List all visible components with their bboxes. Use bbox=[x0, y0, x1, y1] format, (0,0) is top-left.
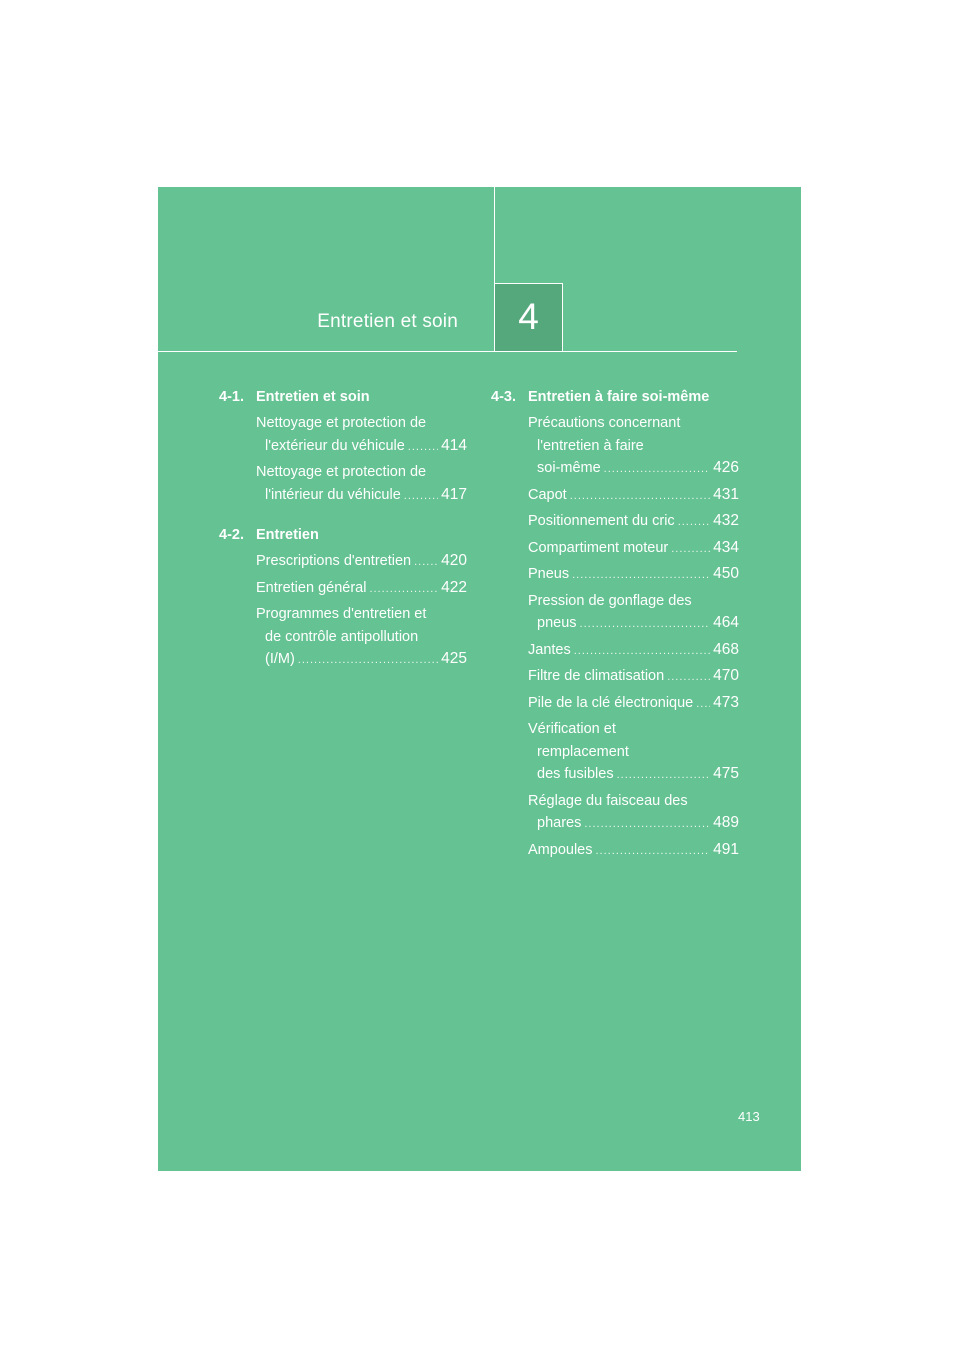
dot-leader bbox=[671, 538, 710, 561]
dot-leader bbox=[369, 578, 438, 601]
dot-leader bbox=[667, 666, 710, 689]
page-ref: 489 bbox=[713, 814, 739, 831]
page-ref: 432 bbox=[713, 512, 739, 529]
dot-leader bbox=[580, 613, 711, 636]
dot-leader bbox=[678, 511, 710, 534]
page-ref: 473 bbox=[713, 693, 739, 711]
page-ref: 475 bbox=[713, 765, 739, 782]
entry-text: Jantes bbox=[528, 641, 571, 658]
entry-line: de contrôle antipollution bbox=[265, 628, 419, 645]
entry-last-line bbox=[528, 692, 739, 716]
entry-line: Vérification et bbox=[528, 721, 616, 737]
entry-last-line bbox=[528, 484, 739, 508]
entry-last-line bbox=[528, 457, 739, 481]
entry-line: Pression de gonflage des bbox=[528, 592, 692, 609]
entry-last-line bbox=[528, 763, 739, 787]
entry-last-line bbox=[256, 435, 467, 459]
entry-text: phares bbox=[537, 815, 582, 831]
toc-entry[interactable] bbox=[528, 590, 739, 636]
toc-entry[interactable] bbox=[256, 550, 467, 574]
section-title: Entretien et soin bbox=[256, 389, 370, 405]
page-ref: 425 bbox=[441, 650, 467, 667]
entry-last-line bbox=[256, 648, 467, 672]
chapter-number-badge: 4 bbox=[495, 283, 563, 351]
dot-leader bbox=[298, 649, 438, 672]
entry-text: Capot bbox=[528, 486, 567, 503]
page-ref: 450 bbox=[713, 565, 739, 582]
entry-last-line bbox=[528, 612, 739, 636]
toc-entry[interactable] bbox=[256, 603, 467, 672]
entry-text: l'intérieur du véhicule bbox=[265, 486, 401, 503]
page-ref: 434 bbox=[713, 538, 739, 556]
toc-entry[interactable] bbox=[256, 412, 467, 458]
toc-entry[interactable] bbox=[528, 639, 739, 663]
page-ref: 426 bbox=[713, 459, 739, 476]
entry-text: pneus bbox=[537, 615, 577, 631]
toc-entry[interactable] bbox=[528, 510, 739, 534]
entry-text: Filtre de climatisation bbox=[528, 668, 665, 684]
section-number: 4-1. bbox=[219, 389, 244, 405]
entry-last-line bbox=[528, 563, 739, 587]
dot-leader bbox=[584, 813, 710, 836]
toc-entry[interactable] bbox=[528, 718, 739, 787]
entry-line: l'entretien à faire bbox=[537, 437, 644, 454]
header-divider-horizontal bbox=[158, 351, 737, 352]
page-number: 413 bbox=[738, 1109, 760, 1124]
dot-leader bbox=[404, 485, 438, 508]
section-title: Entretien à faire soi-même bbox=[528, 389, 710, 405]
entry-text: soi-même bbox=[537, 460, 601, 476]
page-ref: 468 bbox=[713, 640, 739, 658]
entry-text: Pneus bbox=[528, 566, 570, 582]
entry-last-line bbox=[528, 812, 739, 836]
toc-column-left bbox=[219, 386, 467, 675]
dot-leader bbox=[570, 485, 710, 508]
dot-leader bbox=[414, 551, 438, 574]
entry-text: Ampoules bbox=[528, 841, 593, 858]
entry-text: Entretien général bbox=[256, 579, 367, 596]
page-ref: 417 bbox=[441, 485, 467, 503]
entry-line: Nettoyage et protection de bbox=[256, 415, 427, 431]
entry-text: Positionnement du cric bbox=[528, 513, 675, 529]
section-number: 4-3. bbox=[491, 389, 516, 405]
toc-entry[interactable] bbox=[528, 563, 739, 587]
dot-leader bbox=[617, 764, 711, 787]
toc-entry[interactable] bbox=[528, 484, 739, 508]
dot-leader bbox=[574, 640, 710, 663]
page-ref: 491 bbox=[713, 840, 739, 858]
page-ref: 420 bbox=[441, 552, 467, 569]
section-number: 4-2. bbox=[219, 527, 244, 543]
entry-last-line bbox=[528, 665, 739, 689]
page-ref: 414 bbox=[441, 436, 467, 454]
entry-text: Compartiment moteur bbox=[528, 539, 669, 556]
toc-entry[interactable] bbox=[528, 537, 739, 561]
entry-line: Précautions concernant bbox=[528, 415, 681, 431]
section-heading[interactable] bbox=[491, 386, 739, 408]
entry-last-line bbox=[256, 484, 467, 508]
dot-leader bbox=[408, 436, 438, 459]
entry-line: Programmes d'entretien et bbox=[256, 606, 427, 622]
entry-text: des fusibles bbox=[537, 766, 614, 782]
entry-text: Prescriptions d'entretien bbox=[256, 553, 412, 569]
dot-leader bbox=[604, 458, 710, 481]
entry-line: Réglage du faisceau des bbox=[528, 792, 688, 809]
entry-last-line bbox=[256, 577, 467, 601]
section-heading[interactable] bbox=[219, 524, 467, 546]
chapter-title: Entretien et soin bbox=[317, 311, 458, 332]
page-ref: 464 bbox=[713, 614, 739, 631]
entry-text: l'extérieur du véhicule bbox=[265, 437, 405, 454]
page-ref: 470 bbox=[713, 667, 739, 684]
entry-text: (I/M) bbox=[265, 651, 295, 667]
entry-last-line bbox=[256, 550, 467, 574]
section-title: Entretien bbox=[256, 527, 319, 543]
toc-entry[interactable] bbox=[528, 790, 739, 836]
toc-entry[interactable] bbox=[256, 577, 467, 601]
toc-entry[interactable] bbox=[528, 665, 739, 689]
page-ref: 431 bbox=[713, 485, 739, 503]
entry-last-line bbox=[528, 639, 739, 663]
entry-last-line bbox=[528, 839, 739, 863]
toc-entry[interactable] bbox=[256, 461, 467, 507]
toc-entry[interactable] bbox=[528, 839, 739, 863]
dot-leader bbox=[572, 564, 710, 587]
toc-entry[interactable] bbox=[528, 412, 739, 481]
entry-last-line bbox=[528, 537, 739, 561]
entry-line: remplacement bbox=[537, 743, 629, 760]
dot-leader bbox=[696, 693, 710, 716]
dot-leader bbox=[595, 840, 710, 863]
entry-text: Pile de la clé électronique bbox=[528, 694, 694, 711]
section-heading[interactable] bbox=[219, 386, 467, 408]
page-ref: 422 bbox=[441, 578, 467, 596]
toc-entry[interactable] bbox=[528, 692, 739, 716]
entry-line: Nettoyage et protection de bbox=[256, 464, 427, 480]
toc-column-right bbox=[491, 386, 739, 865]
entry-last-line bbox=[528, 510, 739, 534]
